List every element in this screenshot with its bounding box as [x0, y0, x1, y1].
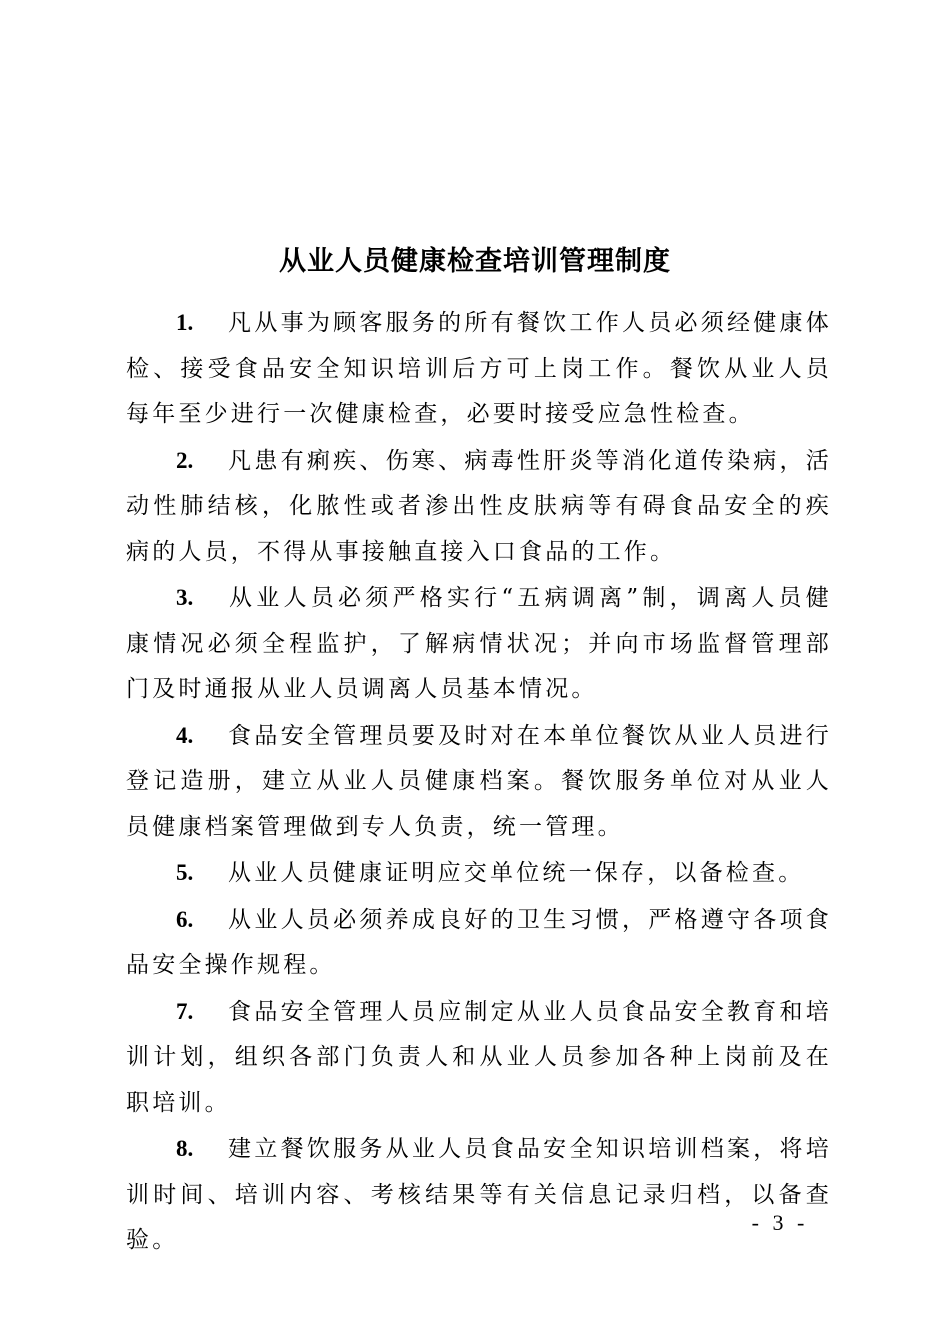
list-item	[126, 850, 832, 897]
item-number: 2.	[176, 447, 194, 473]
item-number: 1.	[176, 310, 194, 335]
item-text: 食品安全管理员要及时对在本单位餐饮从业人员进行登记造册，建立从业人员健康档案。餐饮服务单位对从业人员健康档案管理做到专人负责，统一管理。	[126, 722, 832, 840]
item-text: 从业人员必须严格实行“五病调离”制，调离人员健康情况必须全程监护，了解病情状况；并向市场监督管理部门及时通报从业人员调离人员基本情况。	[126, 585, 832, 702]
document-body	[126, 300, 832, 1264]
list-item	[126, 1126, 832, 1264]
item-text: 建立餐饮服务从业人员食品安全知识培训档案，将培训时间、培训内容、考核结果等有关信息记录归档，以备查验。	[126, 1136, 832, 1253]
list-item	[126, 300, 832, 438]
item-text: 凡患有痢疾、伤寒、病毒性肝炎等消化道传染病，活动性肺结核，化脓性或者渗出性皮肤病等有碍食品安全的疾病的人员，不得从事接触直接入口食品的工作。	[126, 447, 832, 565]
list-item	[126, 575, 832, 713]
item-number: 6.	[176, 906, 194, 932]
item-number: 7.	[176, 998, 194, 1024]
item-number: 3.	[176, 585, 194, 610]
item-text: 食品安全管理人员应制定从业人员食品安全教育和培训计划，组织各部门负责人和从业人员参加各种上岗前及在职培训。	[126, 998, 832, 1116]
list-item	[126, 438, 832, 576]
list-item	[126, 713, 832, 851]
document-title: 从业人员健康检查培训管理制度	[279, 246, 671, 277]
item-number: 8.	[176, 1136, 194, 1161]
item-text: 从业人员健康证明应交单位统一保存，以备检查。	[228, 860, 805, 886]
item-number: 5.	[176, 860, 194, 885]
list-item	[126, 897, 832, 989]
item-number: 4.	[176, 722, 194, 748]
page-number: - 3 -	[751, 1210, 809, 1235]
item-text: 凡从事为顾客服务的所有餐饮工作人员必须经健康体检、接受食品安全知识培训后方可上岗工作。餐饮从业人员每年至少进行一次健康检查，必要时接受应急性检查。	[126, 310, 832, 427]
item-text: 从业人员必须养成良好的卫生习惯，严格遵守各项食品安全操作规程。	[126, 906, 832, 978]
list-item	[126, 989, 832, 1127]
